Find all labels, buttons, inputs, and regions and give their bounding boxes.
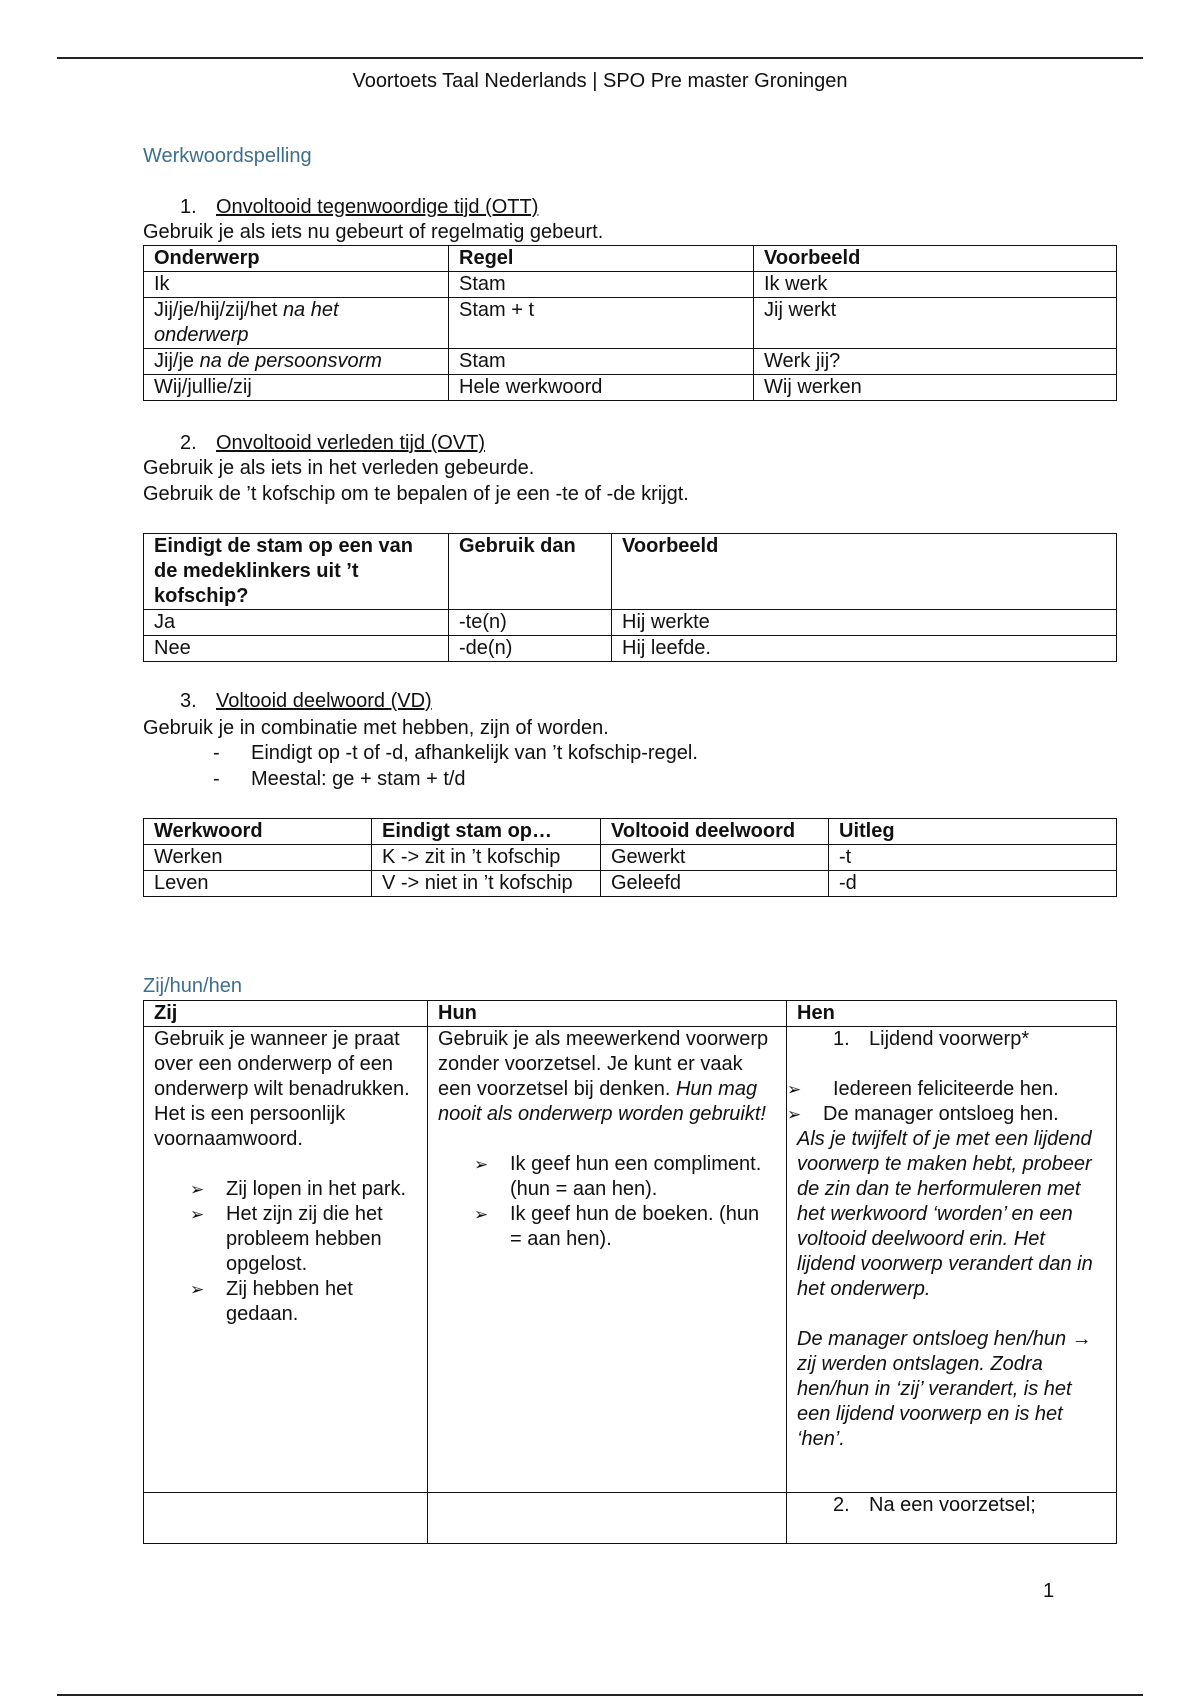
col-header: Voltooid deelwoord: [601, 819, 829, 845]
ovt-intro-2: Gebruik de ’t kofschip om te bepalen of je een -te of -de krijgt.: [143, 483, 689, 505]
hen-cell: [787, 1027, 1117, 1493]
table-row: [144, 1493, 1117, 1544]
table-cell: Geleefd: [601, 871, 829, 897]
table-cell: Jij werkt: [754, 298, 1117, 349]
table-cell: Gewerkt: [601, 845, 829, 871]
cell-text: Wij/jullie/zij: [154, 376, 252, 398]
table-header-row: [144, 246, 1117, 272]
page-header: Voortoets Taal Nederlands | SPO Pre master Groningen: [352, 70, 848, 92]
bottom-rule: [57, 1694, 1143, 1696]
cell-text: Jij/je: [154, 350, 200, 372]
dash-icon: -: [213, 742, 220, 764]
ott-title: Onvoltooid tegenwoordige tijd (OTT): [216, 196, 539, 218]
table-cell: Hij werkte: [612, 610, 1117, 636]
table-cell: Stam + t: [449, 298, 754, 349]
table-row: [144, 610, 1117, 636]
table-cell: Werk jij?: [754, 349, 1117, 375]
vd-bullet: [213, 742, 698, 765]
col-header: Uitleg: [829, 819, 1117, 845]
col-header: Werkwoord: [144, 819, 372, 845]
list-item: ➢ Zij lopen in het park.: [190, 1177, 417, 1202]
table-cell: [428, 1493, 787, 1544]
vd-heading: [180, 690, 432, 713]
cell-italic-text: na de persoonsvorm: [199, 350, 382, 372]
table-cell: V -> niet in ’t kofschip: [372, 871, 601, 897]
table-cell: Ja: [144, 610, 449, 636]
col-header: Voorbeeld: [612, 534, 1117, 610]
table-row: [144, 375, 1117, 401]
cell-text: Jij/je/hij/zij/het: [154, 299, 283, 321]
ott-number: 1.: [180, 196, 197, 218]
hun-text: Gebruik je als meewerkend voorwerp zonder voorzetsel. Je kunt er vaak een voorzetsel bij denken.: [438, 1028, 769, 1100]
hen-item-1: [797, 1027, 1106, 1052]
table-cell: -d: [829, 871, 1117, 897]
table-cell: K -> zit in ’t kofschip: [372, 845, 601, 871]
ott-intro: Gebruik je als iets nu gebeurt of regelmatig gebeurt.: [143, 221, 604, 243]
list-item: ➢ Zij hebben het gedaan.: [190, 1277, 417, 1327]
vd-bullet: [213, 768, 466, 791]
table-cell: [144, 272, 449, 298]
cell-text: Ik: [154, 273, 170, 295]
list-item: ➢ Het zijn zij die het probleem hebben opgelost.: [190, 1202, 417, 1277]
col-header: Hun: [428, 1001, 787, 1027]
table-cell: -de(n): [449, 636, 612, 662]
table-header-row: [144, 819, 1117, 845]
col-header: Zij: [144, 1001, 428, 1027]
vd-intro: Gebruik je in combinatie met hebben, zijn of worden.: [143, 717, 609, 739]
vd-title: Voltooid deelwoord (VD): [216, 690, 432, 712]
col-header: Voorbeeld: [754, 246, 1117, 272]
table-cell: Nee: [144, 636, 449, 662]
col-header: Onderwerp: [144, 246, 449, 272]
col-header: Eindigt stam op…: [372, 819, 601, 845]
table-row: [144, 272, 1117, 298]
list-item: ➢ De manager ontsloeg hen.: [787, 1102, 1106, 1127]
page-number: 1: [1043, 1580, 1055, 1602]
vd-number: 3.: [180, 690, 197, 712]
table-cell: [144, 375, 449, 401]
ovt-table: [143, 533, 1117, 662]
hen-example-text: De manager ontsloeg hen/hun → zij werden ontslagen. Zodra hen/hun in ‘zij’ verandert, is het een lijdend voorwerp en is het ‘hen’.: [797, 1328, 1092, 1450]
table-cell: Ik werk: [754, 272, 1117, 298]
vd-bullet-text: Meestal: ge + stam + t/d: [251, 768, 466, 790]
ovt-title: Onvoltooid verleden tijd (OVT): [216, 432, 486, 454]
hen-item-text: Na een voorzetsel;: [869, 1494, 1036, 1516]
table-cell: -te(n): [449, 610, 612, 636]
ovt-heading: [180, 432, 485, 455]
table-header-row: [144, 1001, 1117, 1027]
col-header: Gebruik dan: [449, 534, 612, 610]
table-cell: Stam: [449, 272, 754, 298]
hen-tip: [797, 1127, 1106, 1302]
section-title-werkwoordspelling: Werkwoordspelling: [143, 145, 312, 167]
ovt-intro-1: Gebruik je als iets in het verleden gebeurde.: [143, 457, 535, 479]
ott-table: [143, 245, 1117, 401]
list-item: ➢ Ik geef hun een compliment. (hun = aan hen).: [474, 1152, 776, 1202]
table-cell: [787, 1493, 1117, 1544]
table-cell: Hij leefde.: [612, 636, 1117, 662]
cell-italic-text: na het onderwerp: [154, 299, 339, 346]
hen-example: [797, 1327, 1106, 1452]
table-cell: Werken: [144, 845, 372, 871]
hun-warning: Hun mag nooit als onderwerp worden gebruikt!: [438, 1078, 766, 1125]
table-header-row: [144, 534, 1117, 610]
hen-item-number: 2.: [833, 1494, 850, 1516]
table-cell: Stam: [449, 349, 754, 375]
hen-tip-text: Als je twijfelt of je met een lijdend voorwerp te maken hebt, probeer de zin dan te herformuleren met het werkwoord ‘worden’ en een voltooid deelwoord erin. Het lijdend voorwerp verandert dan in het onderwerp.: [797, 1128, 1093, 1300]
table-row: [144, 349, 1117, 375]
table-cell: [144, 1493, 428, 1544]
hen-item-2: [797, 1493, 1106, 1518]
top-rule: [57, 57, 1143, 59]
table-cell: Hele werkwoord: [449, 375, 754, 401]
table-cell: -t: [829, 845, 1117, 871]
zij-cell: [144, 1027, 428, 1493]
table-cell: [144, 349, 449, 375]
table-row: [144, 298, 1117, 349]
hun-examples: [474, 1152, 776, 1252]
hen-item-text: Lijdend voorwerp*: [869, 1028, 1030, 1050]
list-item: ➢ Iedereen feliciteerde hen.: [787, 1077, 1106, 1102]
hen-examples: [787, 1077, 1106, 1127]
zij-hun-hen-table: [143, 1000, 1117, 1544]
vd-bullet-text: Eindigt op -t of -d, afhankelijk van ’t kofschip-regel.: [251, 742, 698, 764]
hun-explanation: [438, 1027, 776, 1127]
list-item: ➢ Ik geef hun de boeken. (hun = aan hen).: [474, 1202, 776, 1252]
table-cell: Wij werken: [754, 375, 1117, 401]
dash-icon: -: [213, 768, 220, 790]
table-row: [144, 871, 1117, 897]
ovt-number: 2.: [180, 432, 197, 454]
table-row: [144, 1027, 1117, 1493]
table-cell: [144, 298, 449, 349]
vd-table: [143, 818, 1117, 897]
table-row: [144, 845, 1117, 871]
table-cell: Leven: [144, 871, 372, 897]
hun-cell: [428, 1027, 787, 1493]
section-title-zij-hun-hen: Zij/hun/hen: [143, 975, 242, 997]
ott-heading: [180, 196, 538, 219]
hen-item-number: 1.: [833, 1028, 850, 1050]
col-header: Eindigt de stam op een van de medeklinkers uit ’t kofschip?: [144, 534, 449, 610]
zij-explanation: Gebruik je wanneer je praat over een onderwerp of een onderwerp wilt benadrukken. Het is een persoonlijk voornaamwoord.: [154, 1028, 410, 1150]
table-row: [144, 636, 1117, 662]
col-header: Hen: [787, 1001, 1117, 1027]
zij-examples: [190, 1177, 417, 1327]
col-header: Regel: [449, 246, 754, 272]
